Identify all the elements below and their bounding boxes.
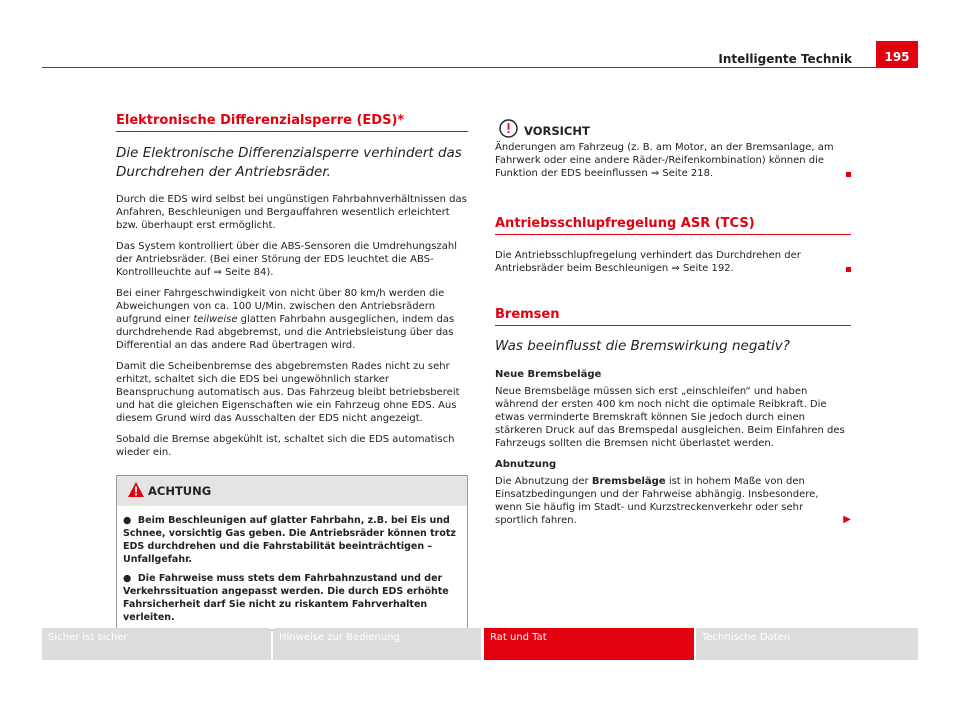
page-number-box: [876, 41, 918, 68]
warning-triangle-icon: [127, 481, 145, 502]
page-number: 195: [884, 50, 910, 64]
wear-heading: Abnutzung: [495, 459, 557, 470]
warning-item: ● Die Fahrweise muss stets dem Fahrbahnzustand und der Verkehrssituation angepasst werden. Die durch EDS erhöhte Fahrsicherheit darf Sie nicht zu riskantem Fahrverhalten verleiten.: [123, 573, 449, 623]
eds-paragraph-5: Sobald die Bremse abgekühlt ist, schaltet sich die EDS automatisch wieder ein.: [116, 434, 455, 458]
left-column: [116, 114, 468, 631]
caution-header: [495, 115, 851, 139]
footer-tab-advice[interactable]: Rat und Tat: [484, 628, 694, 660]
section-title: Intelligente Technik: [718, 52, 852, 66]
caution-exclamation-icon: [499, 119, 518, 142]
footer-tab-technical-data[interactable]: Technische Daten: [696, 628, 918, 660]
caution-label: VORSICHT: [524, 124, 590, 138]
eds-subtitle: Die Elektronische Differenzialsperre verhindert das Durchdrehen der Antriebsräder.: [116, 145, 462, 180]
asr-heading: Antriebsschlupfregelung ASR (TCS): [495, 217, 851, 235]
header-rule: [42, 67, 876, 68]
wear-text: Die Abnutzung der Bremsbeläge ist in hohem Maße von den Einsatzbedingungen und der Fahrweise abhängig. Insbesondere, wenn Sie häufig im Stadt- und Kurzstreckenverkehr oder sehr sportlich fahren. ▶: [495, 476, 851, 526]
right-column: [495, 115, 851, 535]
section-end-marker: [846, 267, 851, 272]
bullet: ●: [123, 573, 132, 584]
asr-text: Die Antriebsschlupfregelung verhindert das Durchdrehen der Antriebsräder beim Beschleunigen ⇒ Seite 192.: [495, 249, 851, 275]
continue-arrow-icon: ▶: [843, 514, 851, 525]
eds-paragraph-2: Das System kontrolliert über die ABS-Sensoren die Umdrehungszahl der Antriebsräder. (Bei einer Störung der EDS leuchtet die ABS-Kontrollleuchte auf ⇒ Seite 84).: [116, 241, 457, 278]
new-pads-heading: Neue Bremsbeläge: [495, 369, 602, 380]
eds-paragraph-3: Bei einer Fahrgeschwindigkeit von nicht über 80 km/h werden die Abweichungen von ca. 100 U/Min. zwischen den Antriebsrädern aufgrund einer teilweise glatten Fahrbahn ausgeglichen, indem das durchdrehende Rad abgebremst, und die Antriebsleistung über das Differential an das andere Rad übertragen wird.: [116, 288, 455, 351]
warning-item: ● Beim Beschleunigen auf glatter Fahrbahn, z.B. bei Eis und Schnee, vorsichtig Gas geben. Die Antriebsräder können trotz EDS durchdrehen und die Fahrstabilität beeinträchtigen – Unfallgefahr.: [123, 515, 456, 565]
brakes-subtitle: Was beeinflusst die Bremswirkung negativ?: [495, 338, 790, 354]
warning-body: [117, 506, 467, 630]
warning-label: ACHTUNG: [148, 484, 212, 498]
emphasis-text: teilweise: [193, 314, 238, 325]
new-pads-text: Neue Bremsbeläge müssen sich erst „einschleifen“ und haben während der ersten 400 km noch nicht die optimale Reibkraft. Die etwas verminderte Bremskraft können Sie jedoch durch einen stärkeren Druck auf das Bremspedal ausgleichen. Beim Einfahren des Fahrzeugs sollten die Bremsen nicht überlastet werden.: [495, 386, 845, 449]
brakes-heading: Bremsen: [495, 308, 851, 326]
warning-box: [116, 475, 468, 631]
eds-paragraph-4: Damit die Scheibenbremse des abgebremsten Rades nicht zu sehr erhitzt, schaltet sich die EDS bei ungewöhnlich starker Beanspruchung automatisch aus. Das Fahrzeug bleibt betriebsbereit und hat die gleichen Eigenschaften wie ein Fahrzeug ohne EDS. Aus diesem Grund wird das Ausschalten der EDS nicht angezeigt.: [116, 361, 460, 424]
eds-paragraph-1: Durch die EDS wird selbst bei ungünstigen Fahrbahnverhältnissen das Anfahren, Beschleunigen und Bergauffahren wesentlich erleichtert bzw. überhaupt erst ermöglicht.: [116, 194, 467, 231]
footer-tab-safety[interactable]: Sicher ist sicher: [42, 628, 271, 660]
footer-tab-operation[interactable]: Hinweise zur Bedienung: [273, 628, 481, 660]
bullet: ●: [123, 515, 132, 526]
section-end-marker: [846, 172, 851, 177]
warning-header: [117, 476, 467, 506]
caution-text: Änderungen am Fahrzeug (z. B. am Motor, an der Bremsanlage, am Fahrwerk oder eine andere Räder-/Reifenkombination) können die Funktion der EDS beeinflussen ⇒ Seite 218.: [495, 141, 851, 180]
eds-heading: Elektronische Differenzialsperre (EDS)*: [116, 114, 468, 132]
